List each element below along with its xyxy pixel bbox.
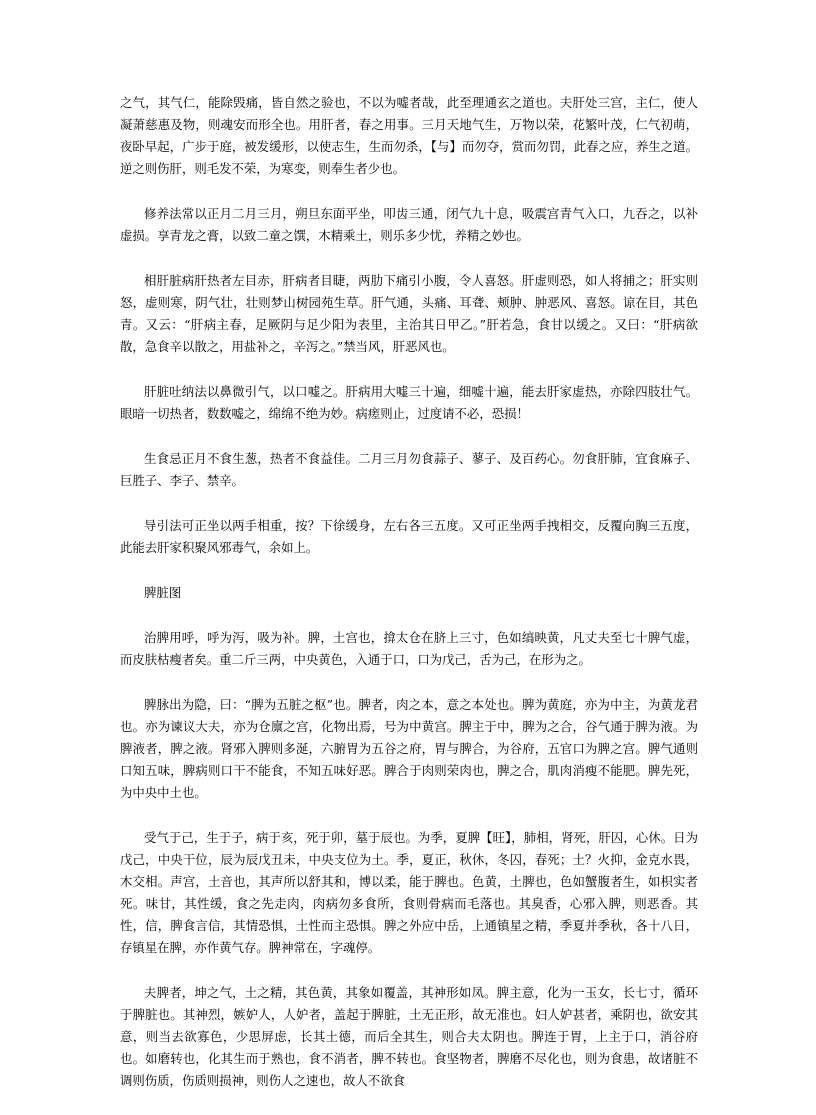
paragraph-5: 生食忌正月不食生葱，热者不食益佳。二月三月勿食蒜子、蓼子、及百药心。勿食肝肺，宜食麻子、巨胜子、李子、禁辛。: [120, 451, 698, 488]
paragraph-6: 导引法可正坐以两手相重，按？下徐缓身，左右各三五度。又可正坐两手拽相交，反覆向胸三五度，此能去肝家积聚风邪毒气，余如上。: [120, 518, 698, 555]
paragraph-3: 相肝脏病肝热者左目赤，肝病者目睫，两肋下痛引小腹，令人喜怒。肝虚则恐，如人将捕之；肝实则怒，虚则寒，阴气壮，壮则梦山树园苑生草。肝气通，头痛、耳聋、颊肿、肿恶风、喜怒。谅在目，其色青。又云：“肝病主春，足厥阴与足少阳为表里，主治其日甲乙。”肝若急，食甘以缓之。又曰：“肝病欲散，急食辛以散之，用盐补之，辛泻之。”禁当风，肝恶风也。: [120, 273, 698, 354]
paragraph-1: 之气，其气仁，能除毁痛，皆自然之验也，不以为嘘者哉，此至理通玄之道也。夫肝处三宫，主仁，使人凝萧慈惠及物，则魂安而形全也。用肝者，春之用事。三月天地气生，万物以荣，花繁叶茂，仁气初萌，夜卧早起，广步于庭，被发缓形，以使志生，生而勿杀，【与】而勿夺，赏而勿罚，此春之应，养生之道。逆之则伤肝，则毛发不荣，为寒变，则奉生者少也。: [120, 95, 698, 176]
paragraph-4: 肝脏吐纳法以鼻微引气，以口嘘之。肝病用大嘘三十遍，细嘘十遍，能去肝家虚热，亦除四肢壮气。眼暗一切热者，数数嘘之，绵绵不绝为妙。病瘥则止，过度请不必，恐损！: [120, 384, 698, 421]
section-paragraph-4: 夫脾者，坤之气，土之精，其色黄，其象如覆盖，其神形如凤。脾主意，化为一玉女，长七寸，循环于脾脏也。其神烈，嫉妒人，人妒者，盖起于脾脏，土无正形，故无准也。妇人妒甚者，乘阴也，欲安其意，则当去欲寡色，少思屏虑，长其土德，而后全其生，则合夫太阴也。脾连于胃，上主于口，消谷府也。如磨转也，化其生而于熟也，食不消者，脾不转也。食坚物者，脾磨不尽化也，则为食患，故诸脏不调则伤质，伤质则损神，则伤人之速也，故人不欲食: [120, 985, 698, 1088]
document-page: [120, 92, 698, 1115]
paragraph-2: 修养法常以正月二月三月，朔旦东面平坐，叩齿三通，闭气九十息，吸震宫青气入口，九吞之，以补虚损。享青龙之膏，以致二童之馔，木精乘土，则乐多少忧，养精之妙也。: [120, 206, 698, 243]
section-paragraph-2: 脾脉出为隐，曰：“脾为五脏之枢”也。脾者，肉之本，意之本处也。脾为黄庭，亦为中主，为黄龙君也。亦为谏议大夫，亦为仓廪之宫，化物出焉，号为中黄宫。脾主于中，脾为之合，谷气通于脾为液。为脾液者，脾之液。肾邪入脾则多涎，六腑胃为五谷之府，胃与脾合，为谷府，五官口为脾之宫。脾气通则口知五味，脾病则口干不能食，不知五味好恶。脾合于肉则荣肉也，脾之合，肌肉消瘦不能肥。脾先死，为中央中土也。: [120, 697, 698, 800]
section-paragraph-1: 治脾用呼，呼为泻，吸为补。脾，土宫也，揜太仓在脐上三寸，色如缟映黄，凡丈夫至七十脾气虚，而皮肤枯瘦者矣。重二斤三两，中央黄色，入通于口，口为戊己，舌为己，在形为之。: [120, 630, 698, 667]
section-title: 脾脏图: [144, 585, 182, 600]
section-paragraph-3: 受气于己，生于子，病于亥，死于卯，墓于辰也。为季，夏脾【旺】，肺相，肾死，肝囚，心休。日为戊己，中央干位，辰为辰戊丑未，中央支位为土。季，夏正，秋休，冬囚，春死；土？火抑，金克水畏，木交相。声宫，土音也，其声所以舒其和，博以柔，能于脾也。色黄，土脾也，色如蟹腹者生，如枳实者死。味甘，其性缓，食之先走肉，肉病勿多食所，食则骨病而毛落也。其臭香，心邪入脾，则恶香。其性，信，脾食言信，其情恐惧，土性而主恐惧。脾之外应中岳，上通镇星之精，季夏并季秋，各十八日，存镇星在脾，亦作黄气存。脾神常在，字魂停。: [120, 830, 698, 955]
